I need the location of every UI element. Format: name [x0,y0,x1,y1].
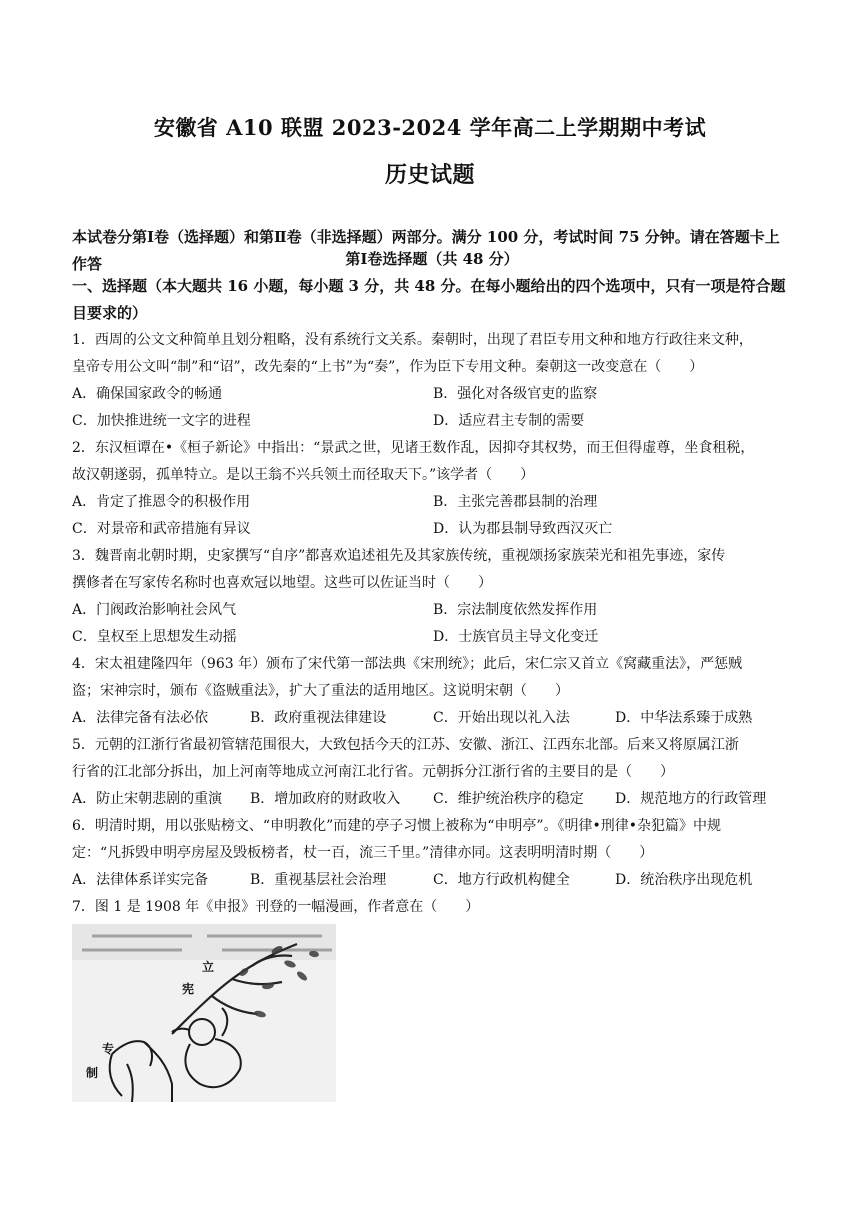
q1-option-b[interactable]: B．强化对各级官吏的监察 [433,386,598,402]
q5-line-2: 行省的江北部分拆出，加上河南等地成立河南江北行省。元朝拆分江浙行省的主要目的是（ ） [72,764,674,780]
q2-option-a[interactable]: A．肯定了推恩令的积极作用 [72,494,251,510]
q4-line-2: 盗；宋神宗时，颁布《盗贼重法》，扩大了重法的适用地区。这说明宋朝（ ） [72,683,569,699]
q1-option-a[interactable]: A．确保国家政令的畅通 [72,386,223,402]
q2-line-2: 故汉朝遂弱，孤单特立。是以王翁不兴兵领土而径取天下。”该学者（ ） [72,467,535,483]
q5-option-b[interactable]: B．增加政府的财政收入 [250,791,401,807]
q4-option-d[interactable]: D．中华法系臻于成熟 [615,710,753,726]
q2-option-b[interactable]: B．主张完善郡县制的治理 [433,494,598,510]
section-title: 一、选择题（本大题共 16 小题，每小题 3 分，共 48 分。在每小题给出的四个选项中，只有一项是符合题目要求的） [72,277,786,322]
q2-line-1: 2．东汉桓谭在•《桓子新论》中指出：“景武之世，见诸王数作乱，因抑夺其权势，而王但得虚尊，坐食租税， [72,440,755,456]
q6-option-c[interactable]: C．地方行政机构健全 [433,872,570,888]
q2-option-d[interactable]: D．认为郡县制导致西汉灭亡 [433,521,613,537]
q3-line-2: 撰修者在写家传名称时也喜欢冠以地望。这些可以佐证当时（ ） [72,575,492,591]
q5-option-c[interactable]: C．维护统治秩序的稳定 [433,791,584,807]
q3-option-b[interactable]: B．宗法制度依然发挥作用 [433,602,598,618]
cartoon-drawing [72,924,336,1102]
cartoon-label-zhi: 制 [86,1066,99,1080]
q3-line-1: 3．魏晋南北朝时期，史家撰写“自序”都喜欢追述祖先及其家族传统，重视颂扬家族荣光和祖先事迹，家传 [72,548,726,564]
q6-line-1: 6．明清时期，用以张贴榜文、“申明教化”而建的亭子习惯上被称为“申明亭”。《明律•刑律•杂犯篇》中规 [72,818,722,834]
q1-line-2: 皇帝专用公文叫“制”和“诏”，改先秦的“上书”为“奏”，作为臣下专用文种。秦朝这一改变意在（ ） [72,359,704,375]
q5-option-a[interactable]: A．防止宋朝悲剧的重演 [72,791,223,807]
cartoon-label-li: 立 [202,960,215,974]
cartoon-figure [72,924,336,1102]
q4-option-c[interactable]: C．开始出现以礼入法 [433,710,570,726]
q3-option-a[interactable]: A．门阀政治影响社会风气 [72,602,237,618]
q4-line-1: 4．宋太祖建隆四年（963 年）颁布了宋代第一部法典《宋刑统》；此后，宋仁宗又首立《窝藏重法》，严惩贼 [72,656,743,672]
q6-option-b[interactable]: B．重视基层社会治理 [250,872,387,888]
q1-line-1: 1．西周的公文文种简单且划分粗略，没有系统行文关系。秦朝时，出现了君臣专用文种和地方行政往来文种， [72,332,753,348]
cartoon-label-xian: 宪 [182,982,195,996]
q5-option-d[interactable]: D．规范地方的行政管理 [615,791,767,807]
exam-intro: 本试卷分第Ⅰ卷（选择题）和第Ⅱ卷（非选择题）两部分。满分 100 分，考试时间 75 分钟。请在答题卡上作答 [72,228,780,273]
q1-option-d[interactable]: D．适应君主专制的需要 [433,413,585,429]
q4-option-a[interactable]: A．法律完备有法必依 [72,710,209,726]
exam-title: 安徽省 A10 联盟 2023-2024 学年高二上学期期中考试 [153,115,707,140]
q6-option-d[interactable]: D．统治秩序出现危机 [615,872,753,888]
q3-option-d[interactable]: D．士族官员主导文化变迁 [433,629,599,645]
q7-line-1: 7．图 1 是 1908 年《申报》刊登的一幅漫画，作者意在（ ） [72,899,480,915]
q5-line-1: 5．元朝的江浙行省最初管辖范围很大，大致包括今天的江苏、安徽、浙江、江西东北部。后来又将原属江浙 [72,737,739,753]
q2-option-c[interactable]: C．对景帝和武帝措施有异议 [72,521,251,537]
q1-option-c[interactable]: C．加快推进统一文字的进程 [72,413,251,429]
q6-option-a[interactable]: A．法律体系详实完备 [72,872,209,888]
cartoon-label-zhuan: 专 [102,1042,115,1056]
q6-line-2: 定：“凡拆毁申明亭房屋及毁板榜者，杖一百，流三千里。”清律亦同。这表明明清时期（ ） [72,845,654,861]
q4-option-b[interactable]: B．政府重视法律建设 [250,710,387,726]
part1-title: 第Ⅰ卷选择题（共 48 分） [345,250,519,268]
exam-subtitle: 历史试题 [384,162,475,188]
q3-option-c[interactable]: C．皇权至上思想发生动摇 [72,629,237,645]
